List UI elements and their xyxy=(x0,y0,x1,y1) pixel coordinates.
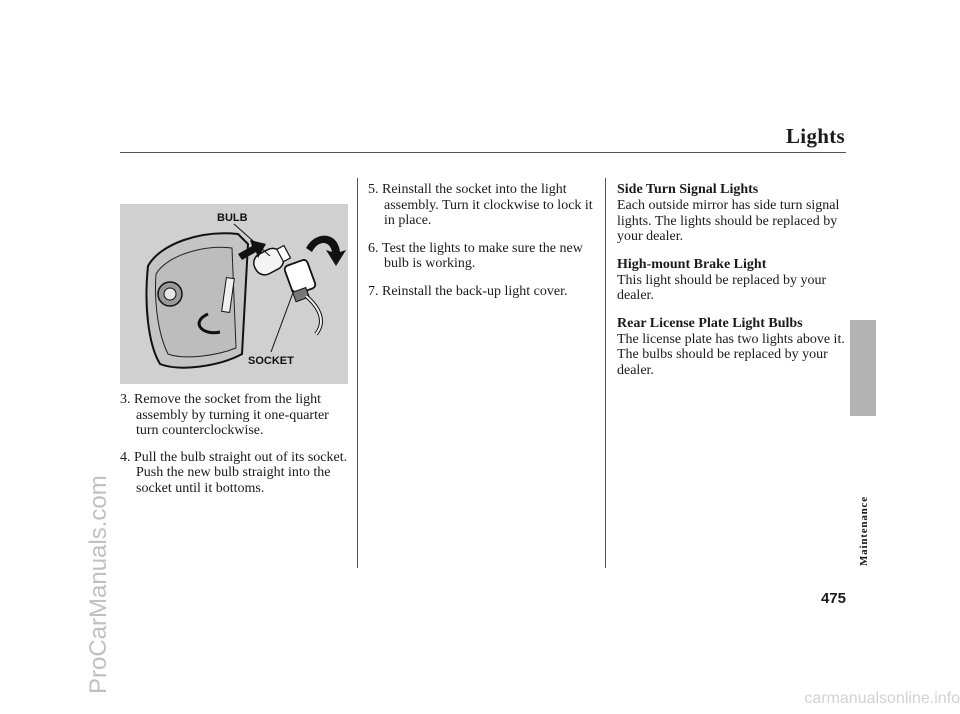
socket xyxy=(284,259,321,334)
section-text: Each outside mirror has side turn signal lights. The lights should be replaced by your dealer. xyxy=(617,198,840,244)
step-3 xyxy=(120,392,352,439)
socket-label: SOCKET xyxy=(248,355,294,367)
section-text: The license plate has two lights above it. The bulbs should be replaced by your dealer. xyxy=(617,331,845,378)
step-text: Remove the socket from the light assembly by turning it one-quarter turn counterclockwise. xyxy=(134,392,329,438)
watermark-procarmanuals: ProCarManuals.com xyxy=(85,475,112,694)
section-text: This light should be replaced by your dealer. xyxy=(617,272,827,303)
section-side-turn-signal xyxy=(617,182,849,245)
housing-socket-center xyxy=(164,288,176,300)
section-heading: High-mount Brake Light xyxy=(617,256,767,272)
bulb-socket-illustration xyxy=(120,204,348,384)
step-number: 3. xyxy=(120,392,131,407)
step-5 xyxy=(368,182,596,229)
step-number: 5. xyxy=(368,182,379,197)
section-high-mount-brake xyxy=(617,257,849,304)
illustration-drawing xyxy=(120,204,348,384)
column-divider-2 xyxy=(605,178,606,568)
column-3 xyxy=(617,182,849,378)
section-heading: Side Turn Signal Lights xyxy=(617,182,759,197)
section-tab-label: Maintenance xyxy=(858,496,870,566)
watermark-carmanualsonline: carmanualsonline.info xyxy=(804,690,960,707)
step-7 xyxy=(368,284,596,300)
step-text: Pull the bulb straight out of its socket. Push the new bulb straight into the socket until it bottoms. xyxy=(134,449,348,496)
step-text: Test the lights to make sure the new bulb is working. xyxy=(382,240,583,271)
column-divider-1 xyxy=(357,178,358,568)
step-text: Reinstall the back-up light cover. xyxy=(382,283,568,299)
page-title: Lights xyxy=(786,124,845,148)
rotate-arrow xyxy=(306,236,346,266)
step-4 xyxy=(120,450,352,497)
step-number: 7. xyxy=(368,283,379,299)
section-rear-license-plate xyxy=(617,316,849,379)
step-6 xyxy=(368,241,596,272)
socket-leader-line xyxy=(271,290,294,352)
step-text: Reinstall the socket into the light assembly. Turn it clockwise to lock it in place. xyxy=(382,182,593,228)
step-number: 6. xyxy=(368,240,379,256)
section-heading: Rear License Plate Light Bulbs xyxy=(617,315,803,331)
column-1 xyxy=(120,392,352,496)
step-number: 4. xyxy=(120,449,131,465)
bulb-label: BULB xyxy=(217,212,248,224)
page-number: 475 xyxy=(820,590,846,607)
column-2 xyxy=(368,182,596,299)
section-tab-marker xyxy=(850,320,876,416)
title-rule xyxy=(120,152,846,153)
